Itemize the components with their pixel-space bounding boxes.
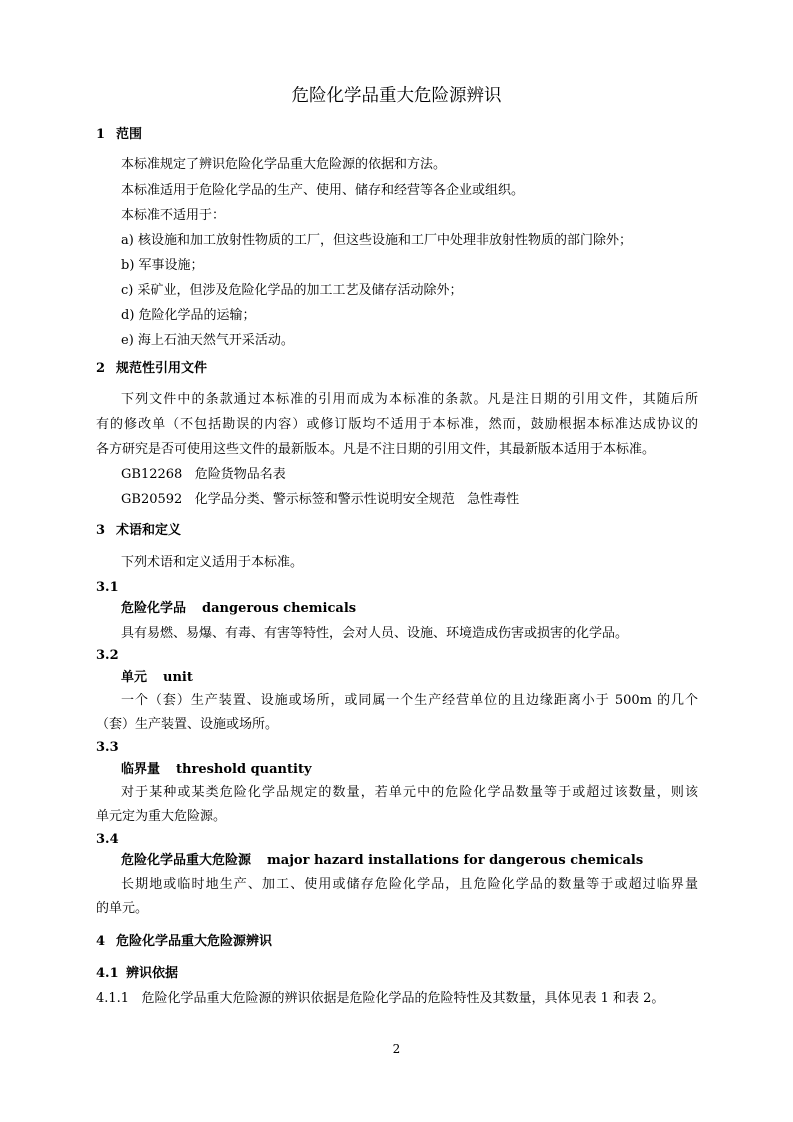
term-zh: 临界量 [121,762,161,777]
list-item: a) 核设施和加工放射性物质的工厂，但这些设施和工厂中处理非放射性物质的部门除外； [121,233,632,248]
paragraph: 下列术语和定义适用于本标准。 [121,555,304,570]
paragraph: 本标准规定了辨识危险化学品重大危险源的依据和方法。 [121,157,447,172]
section-number: 1 [96,127,106,142]
section-2-heading [96,362,207,375]
subsection-title: 辨识依据 [126,966,179,981]
section-number: 2 [96,361,106,376]
page-number: 2 [392,1042,401,1056]
term-definition: 具有易燃、易爆、有毒、有害等特性，会对人员、设施、环境造成伤害或损害的化学品。 [121,626,629,641]
section-title: 危险化学品重大危险源辨识 [116,934,273,949]
term-heading [121,854,643,867]
list-item: e) 海上石油天然气开采活动。 [121,333,294,348]
term-zh: 危险化学品重大危险源 [121,853,252,868]
subsection-heading [96,967,178,980]
reference-item: GB20592 化学品分类、警示标签和警示性说明安全规范 急性毒性 [121,492,520,507]
section-3-heading [96,524,181,537]
term-en: major hazard installations for dangerous chemicals [267,853,644,868]
term-zh: 单元 [121,670,148,685]
section-number: 4 [96,934,106,949]
term-definition: （套）生产装置、设施或场所。 [96,717,279,732]
term-definition: 长期地或临时地生产、加工、使用或储存危险化学品，且危险化学品的数量等于或超过临界量 [121,877,698,892]
term-number: 3.1 [96,580,119,595]
paragraph-line: 各方研究是否可使用这些文件的最新版本。凡是不注日期的引用文件，其最新版本适用于本标准。 [96,442,656,457]
term-definition: 的单元。 [96,901,149,916]
document-title: 危险化学品重大危险源辨识 [291,86,502,106]
term-en: dangerous chemicals [202,601,357,616]
term-heading [121,602,356,615]
section-number: 3 [96,523,106,538]
subsection-number: 4.1 [96,966,119,981]
term-number: 3.3 [96,740,119,755]
paragraph-line: 有的修改单（不包括勘误的内容）或修订版均不适用于本标准，然而，鼓励根据本标准达成协议的 [96,417,698,432]
term-number: 3.2 [96,648,119,663]
list-item: b) 军事设施； [121,258,204,273]
term-en: unit [163,670,193,685]
term-en: threshold quantity [176,762,312,777]
section-title: 规范性引用文件 [116,361,208,376]
section-1-heading [96,128,142,141]
section-4-heading [96,935,272,948]
term-definition: 单元定为重大危险源。 [96,809,227,824]
list-item: c) 采矿业，但涉及危险化学品的加工工艺及储存活动除外； [121,283,463,298]
section-title: 术语和定义 [116,523,182,538]
section-title: 范围 [116,127,143,142]
paragraph: 本标准适用于危险化学品的生产、使用、储存和经营等各企业或组织。 [121,183,525,198]
clause: 4.1.1 危险化学品重大危险源的辨识依据是危险化学品的危险特性及其数量，具体见表 1 和表 2。 [96,991,665,1006]
term-zh: 危险化学品 [121,601,187,616]
term-number: 3.4 [96,832,119,847]
term-heading [121,763,312,776]
term-definition: 对于某种或某类危险化学品规定的数量，若单元中的危险化学品数量等于或超过该数量，则该 [121,785,698,800]
term-heading [121,671,193,684]
paragraph: 本标准不适用于： [121,208,226,223]
reference-item: GB12268 危险货物品名表 [121,467,286,482]
list-item: d) 危险化学品的运输； [121,308,256,323]
paragraph-line: 下列文件中的条款通过本标准的引用而成为本标准的条款。凡是注日期的引用文件，其随后所 [121,392,698,407]
term-definition: 一个（套）生产装置、设施或场所，或同属一个生产经营单位的且边缘距离小于 500m 的几个 [121,693,698,708]
